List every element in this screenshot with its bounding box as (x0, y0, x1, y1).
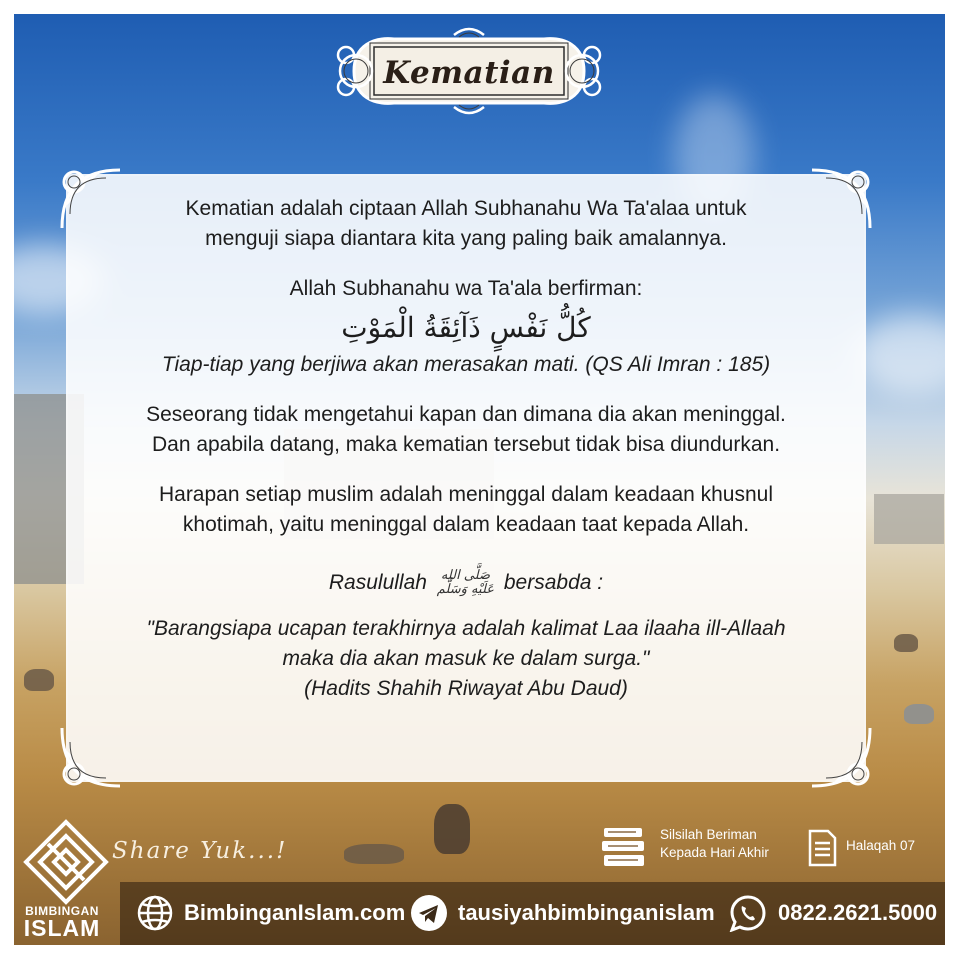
corner-ornament (56, 722, 126, 792)
building (874, 494, 944, 544)
salawat-bottom: عَلَيْهِ وَسَلَّم (436, 582, 495, 598)
whatsapp-text: 0822.2621.5000 (778, 900, 938, 925)
website-link[interactable] (136, 894, 405, 932)
hadith-intro-before: Rasulullah (328, 571, 427, 594)
telegram-icon (410, 894, 448, 932)
hadith-source: (Hadits Shahih Riwayat Abu Daud) (304, 677, 628, 700)
intro-line: Kematian adalah ciptaan Allah Subhanahu Wa Ta'alaa untuk (185, 197, 747, 220)
rock (344, 844, 404, 864)
card-content (86, 194, 846, 704)
website-text: BimbinganIslam.com (184, 900, 406, 925)
hadith-line: "Barangsiapa ucapan terakhirnya adalah kalimat Laa ilaaha ill-Allaah (146, 617, 786, 640)
hadith-line: maka dia akan masuk ke dalam surga." (282, 647, 650, 670)
page-title: Kematian (383, 55, 555, 91)
verse-translation: Tiap-tiap yang berjiwa akan merasakan mati. (QS Ali Imran : 185) (161, 353, 771, 376)
series-line: Kepada Hari Akhir (660, 845, 769, 860)
telegram-text: tausiyahbimbinganislam (458, 900, 715, 925)
paragraph-line: Seseorang tidak mengetahui kapan dan dimana dia akan meninggal. (146, 403, 786, 426)
content-card (56, 164, 876, 792)
series-line: Silsilah Beriman (660, 827, 757, 842)
salawat-calligraphy (437, 569, 494, 597)
firman-intro: Allah Subhanahu wa Ta'ala berfirman: (289, 277, 643, 300)
books-icon (600, 824, 648, 870)
hadith-intro-after: bersabda : (503, 571, 604, 594)
whatsapp-link[interactable] (728, 894, 937, 932)
globe-icon (136, 894, 174, 932)
hadith-intro (86, 568, 846, 598)
halaqah-label: Halaqah 07 (846, 838, 916, 853)
paragraph-line: khotimah, yaitu meninggal dalam keadaan taat kepada Allah. (182, 513, 750, 536)
title-plaque (334, 25, 604, 117)
rock (894, 634, 918, 652)
paragraph-line: Dan apabila datang, maka kematian tersebut tidak bisa diundurkan. (151, 433, 781, 456)
arabic-verse: كُلُّ نَفْسٍ ذَآئِقَةُ الْمَوْتِ (341, 311, 591, 344)
share-text: Share Yuk...! (112, 838, 288, 864)
whatsapp-icon (728, 894, 768, 932)
corner-ornament (806, 722, 876, 792)
salawat-top: صَلَّى الله (440, 568, 490, 584)
telegram-link[interactable] (410, 894, 715, 932)
paragraph-line: Harapan setiap muslim adalah meninggal dalam keadaan khusnul (158, 483, 774, 506)
intro-line: menguji siapa diantara kita yang paling baik amalannya. (205, 227, 727, 250)
rock (434, 804, 470, 854)
logo-text: ISLAM (23, 915, 101, 941)
document-icon (806, 828, 838, 868)
logo-text: BIMBINGAN (25, 904, 99, 918)
rock (904, 704, 934, 724)
series-title (660, 826, 769, 862)
rock (24, 669, 54, 691)
